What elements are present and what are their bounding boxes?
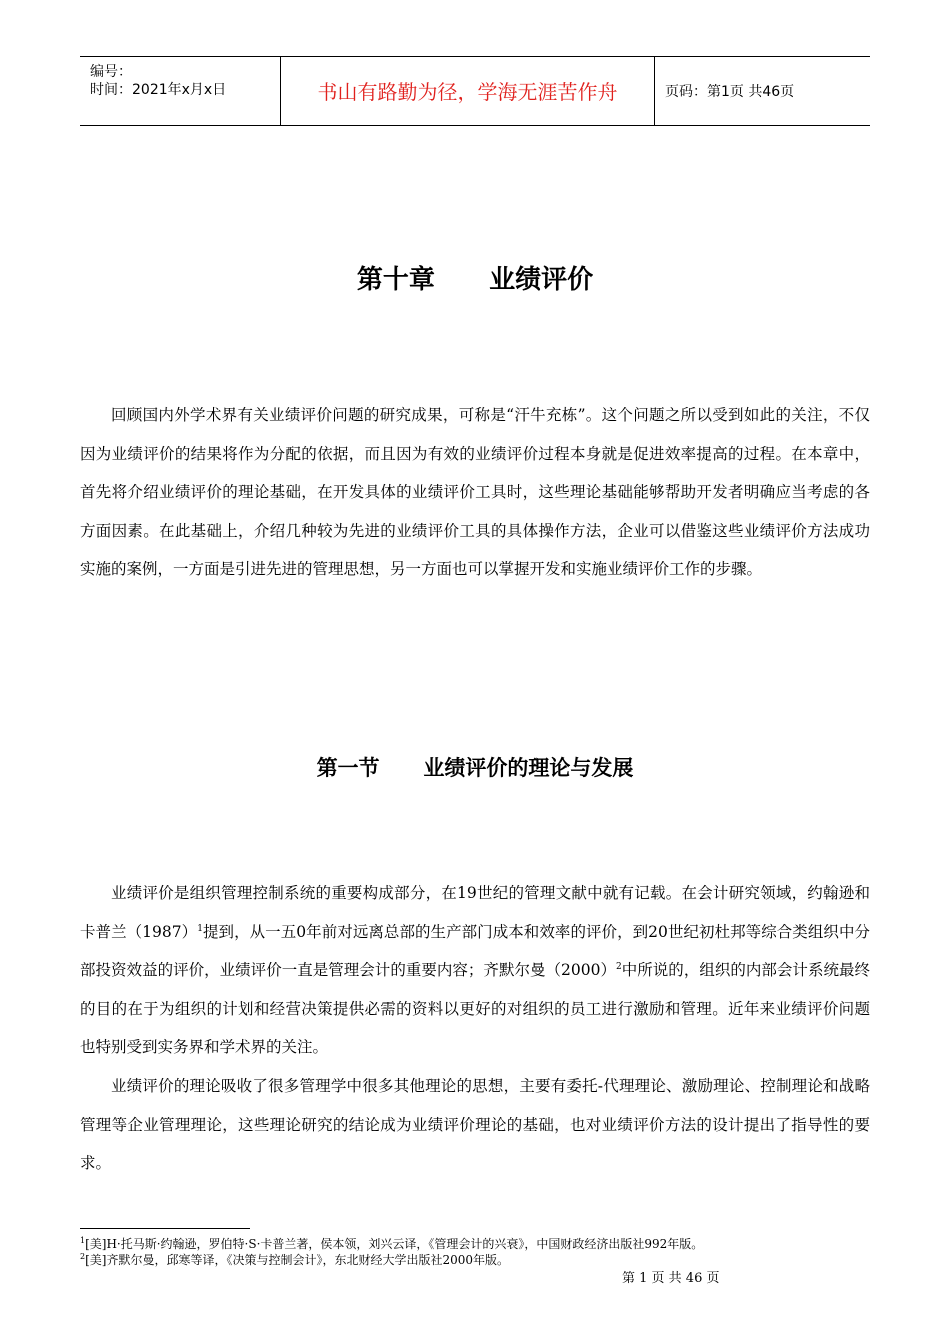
header-motto-cell (281, 57, 655, 125)
footnote-mark: 1 (80, 1236, 86, 1245)
time-label: 时间：2021年x月x日 (90, 82, 227, 98)
header-page-cell (655, 57, 870, 125)
para1-text-1: 业绩评价是组织管理控制系统的重要构成部分，在19世纪的管理文献中就有记载。在会计研究领域，约翰逊和卡普兰（1987） (80, 884, 870, 941)
motto: 书山有路勤为径，学海无涯苦作舟 (317, 80, 618, 104)
footnote-divider (80, 1228, 250, 1229)
number-label: 编号： (90, 64, 132, 80)
footnote-mark: 2 (80, 1252, 86, 1261)
footnote-1 (80, 1236, 880, 1252)
footnote-ref-1[interactable]: 1 (197, 923, 203, 934)
body-paragraph-2: 业绩评价的理论吸收了很多管理学中很多其他理论的思想，主要有委托-代理理论、激励理论、控制理论和战略管理等企业管理理论，这些理论研究的结论成为业绩评价理论的基础，也对业绩评价方法的设计提出了指导性的要求。 (80, 1077, 870, 1172)
intro-paragraph: 回顾国内外学术界有关业绩评价问题的研究成果，可称是“汗牛充栋”。这个问题之所以受到如此的关注，不仅因为业绩评价的结果将作为分配的依据，而且因为有效的业绩评价过程本身就是促进效率提高的过程。在本章中，首先将介绍业绩评价的理论基础，在开发具体的业绩评价工具时，这些理论基础能够帮助开发者明确应当考虑的各方面因素。在此基础上，介绍几种较为先进的业绩评价工具的具体操作方法，企业可以借鉴这些业绩评价方法成功实施的案例，一方面是引进先进的管理思想，另一方面也可以掌握开发和实施业绩评价工作的步骤。 (80, 406, 870, 578)
footnote-ref-2[interactable]: 2 (616, 961, 622, 972)
page-code: 页码：第1页 共46页 (665, 84, 795, 100)
para1-text-3: 中所说的，组织的内部会计系统最终的目的在于为组织的计划和经营决策提供必需的资料以更好的对组织的员工进行激励和管理。近年来业绩评价问题也特别受到实务界和学术界的关注。 (80, 961, 870, 1056)
para1-text-2: 提到，从一五0年前对远离总部的生产部门成本和效率的评价，到20世纪初杜邦等综合类组织中分部投资效益的评价，业绩评价一直是管理会计的重要内容；齐默尔曼（2000） (80, 922, 870, 979)
section-title: 第一节 业绩评价的理论与发展 (316, 756, 634, 780)
page-footer: 第 1 页 共 46 页 (622, 1271, 720, 1286)
chapter-title: 第十章 业绩评价 (356, 265, 594, 295)
footnote-text: [美]H·托马斯·约翰逊，罗伯特·S·卡普兰著，侯本领，刘兴云译，《管理会计的兴衰》，中国财政经济出版社992年版。 (85, 1237, 704, 1251)
header-meta-cell (80, 57, 281, 125)
header-table (80, 56, 870, 126)
body-paragraph-1 (80, 874, 870, 1067)
footnote-2 (80, 1252, 880, 1268)
footnote-text: [美]齐默尔曼，邱寒等译，《决策与控制会计》，东北财经大学出版社2000年版。 (85, 1253, 509, 1267)
